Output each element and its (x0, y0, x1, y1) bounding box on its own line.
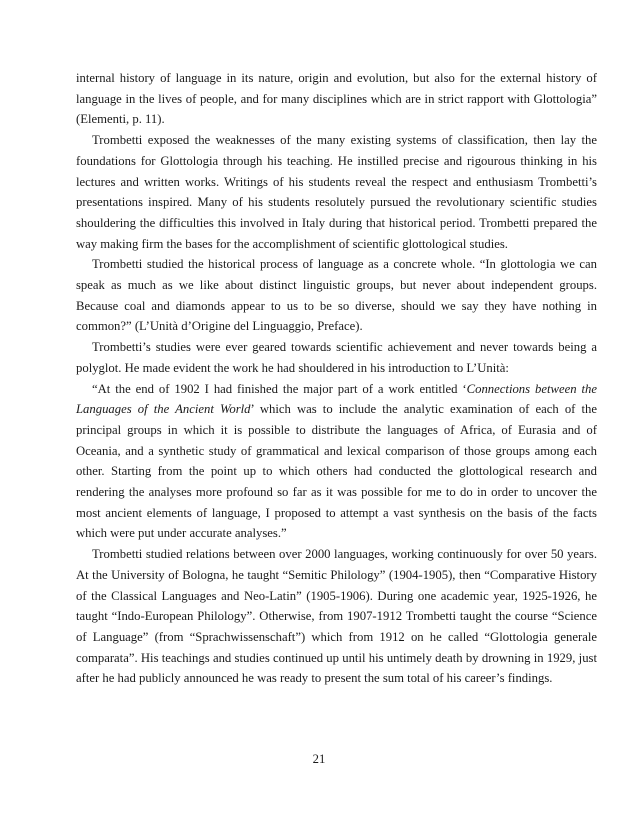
paragraph-historical-process: Trombetti studied the historical process of language as a concrete whole. “In glottologia we can speak as much as we like about distinct linguistic groups, but never about independent groups. Because coal and diamonds appear to us to be so diverse, should we say they have nothing in common?” (L’Unità d’Origine del Linguaggio, Preface). (76, 257, 597, 334)
quotation-opening: “At the end of 1902 I had finished the major part of a work entitled ‘ (92, 381, 467, 396)
paragraph-career: Trombetti studied relations between over 2000 languages, working continuously for over 50 years. At the University of Bologna, he taught “Semitic Philology” (1904-1905), then “Comparative History of the Classical Languages and Neo-Latin” (1905-1906). During one academic year, 1925-1926, he taught “Indo-European Philology”. Otherwise, from 1907-1912 Trombetti taught the course “Science of Language” (from “Sprachwissenschaft”) which from 1912 on he called “Glottologia generale comparata”. His teachings and studies continued up until his untimely death by drowning in 1929, just after he had publicly announced he was ready to present the sum total of his career’s findings. (76, 547, 597, 686)
paragraph-trombetti-foundations: Trombetti exposed the weaknesses of the many existing systems of classification, then lay the foundations for Glottologia through his teaching. He instilled precise and rigourous thinking in his lectures and written works. Writings of his students reveal the respect and enthusiasm Trombetti’s presentations inspired. Many of his students resolutely pursued the revolutionary scientific studies shouldering the difficulties this involved in Italy during that historical period. Trombetti prepared the way making firm the bases for the accomplishment of scientific glottological studies. (76, 133, 597, 251)
work-title: Connections between the Languages of the Ancient World (76, 381, 597, 417)
paragraph-quotation (76, 379, 597, 545)
quotation-rest: ’ which was to include the analytic examination of each of the principal groups in which it is possible to distribute the languages of Africa, of Eurasia and of Oceania, and a synthetic study of grammatical and lexical comparison of those groups among each other. Starting from the point up to which others had conducted the glottological research and rendering the analyses more profound so far as it was possible for me to do in order to uncover the most ancient elements of language, I proposed to attempt a vast synthesis on the basis of the facts which were put under accurate analyses.” (76, 402, 597, 541)
paragraph-scientific-achievement: Trombetti’s studies were ever geared towards scientific achievement and never towards being a polyglot. He made evident the work he had shouldered in his introduction to L’Unità: (76, 340, 597, 375)
paragraph-continuation: internal history of language in its nature, origin and evolution, but also for the external history of language in the lives of people, and for many disciplines which are in strict rapport with Glottologia” (Elementi, p. 11). (76, 71, 597, 127)
page-number: 21 (312, 752, 326, 766)
body-text (76, 68, 597, 689)
